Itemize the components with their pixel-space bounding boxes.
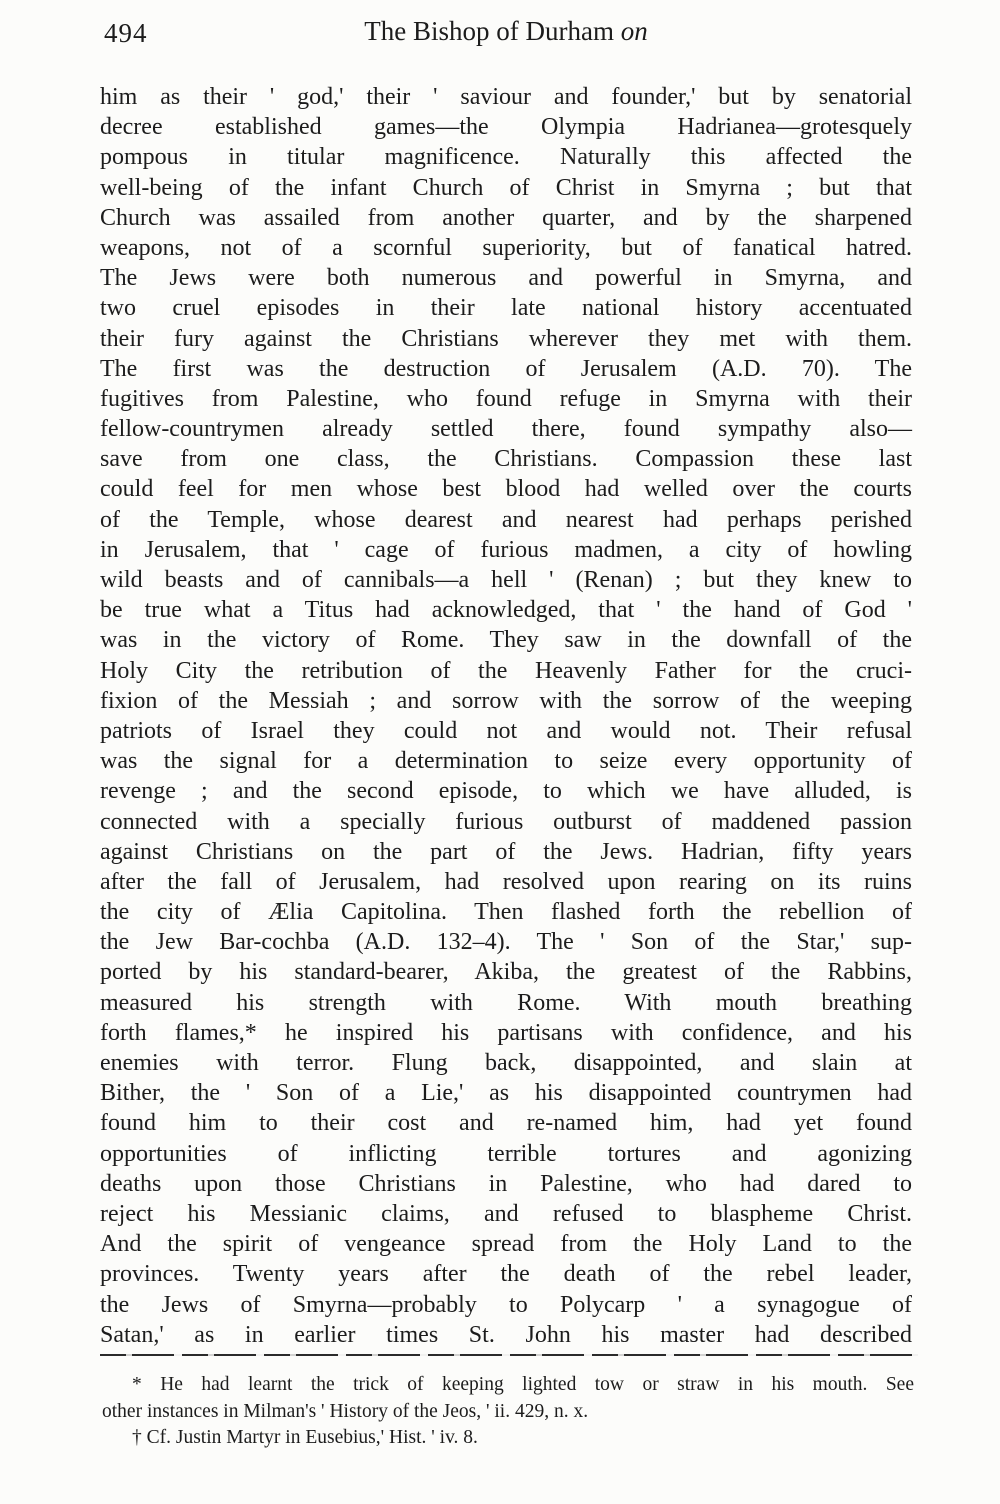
text-line: weapons, not of a scornful superiority, but of fanatical hatred. — [100, 234, 912, 261]
footnotes — [102, 1372, 914, 1452]
text-line: two cruel episodes in their late national history accentuated — [100, 295, 912, 322]
text-line: patriots of Israel they could not and would not. Their refusal — [100, 717, 912, 744]
text-line: of the Temple, whose dearest and nearest had perhaps perished — [100, 506, 912, 533]
body-paragraph — [100, 82, 912, 1350]
running-header-title-suffix: on — [620, 16, 648, 46]
text-line: enemies with terror. Flung back, disappointed, and slain at — [100, 1050, 912, 1076]
text-line: Satan,' as in earlier times St. John his master had described — [100, 1321, 912, 1348]
text-line: be true what a Titus had acknowledged, that ' the hand of God ' — [100, 597, 912, 624]
text-line: him as their ' god,' their ' saviour and founder,' but by senatorial — [100, 84, 912, 110]
text-line: fugitives from Palestine, who found refuge in Smyrna with their — [100, 385, 912, 412]
page-number: 494 — [104, 18, 148, 48]
text-line: * He had learnt the trick of keeping lighted tow or straw in his mouth. See — [132, 1374, 914, 1395]
text-line: † Cf. Justin Martyr in Eusebius,' Hist. ' iv. 8. — [132, 1427, 478, 1448]
text-line: revenge ; and the second episode, to which we have alluded, is — [100, 778, 912, 805]
text-line: Church was assailed from another quarter, and by the sharpened — [100, 204, 912, 231]
text-line: could feel for men whose best blood had welled over the courts — [100, 476, 912, 503]
text-line: ported by his standard-bearer, Akiba, the greatest of the Rabbins, — [100, 959, 912, 986]
text-line: the city of Ælia Capitolina. Then flashed forth the rebellion of — [100, 899, 912, 926]
text-line: found him to their cost and re-named him, had yet found — [100, 1110, 912, 1137]
text-line: wild beasts and of cannibals—a hell ' (Renan) ; but they knew to — [100, 567, 912, 593]
text-line: opportunities of inflicting terrible tortures and agonizing — [100, 1140, 912, 1167]
text-line: The first was the destruction of Jerusalem (A.D. 70). The — [100, 355, 912, 382]
running-header — [100, 16, 912, 47]
text-line: decree established games—the Olympia Hadrianea—grotesquely — [100, 114, 912, 141]
text-line: was in the victory of Rome. They saw in the downfall of the — [100, 627, 912, 654]
text-line: deaths upon those Christians in Palestine, who had dared to — [100, 1170, 912, 1197]
text-line: was the signal for a determination to seize every opportunity of — [100, 748, 912, 775]
text-line: fixion of the Messiah ; and sorrow with the sorrow of the weeping — [100, 687, 912, 714]
text-line: And the spirit of vengeance spread from the Holy Land to the — [100, 1231, 912, 1258]
text-line: their fury against the Christians wherever they met with them. — [100, 325, 912, 352]
text-line: Holy City the retribution of the Heavenly Father for the cruci- — [100, 657, 912, 684]
text-line: in Jerusalem, that ' cage of furious madmen, a city of howling — [100, 536, 912, 563]
text-line: measured his strength with Rome. With mouth breathing — [100, 989, 912, 1016]
text-line: after the fall of Jerusalem, had resolved upon rearing on its ruins — [100, 868, 912, 895]
text-line: save from one class, the Christians. Compassion these last — [100, 446, 912, 473]
footnote-divider — [100, 1354, 918, 1356]
text-line: Bither, the ' Son of a Lie,' as his disappointed countrymen had — [100, 1080, 912, 1107]
text-line: other instances in Milman's ' History of the Jeos, ' ii. 429, n. x. — [102, 1400, 589, 1422]
text-line: the Jew Bar-cochba (A.D. 132–4). The ' Son of the Star,' sup- — [100, 929, 912, 956]
text-line: connected with a specially furious outburst of maddened passion — [100, 808, 912, 835]
text-line: the Jews of Smyrna—probably to Polycarp ' a synagogue of — [100, 1291, 912, 1318]
text-line: pompous in titular magnificence. Naturally this affected the — [100, 144, 912, 171]
text-line: reject his Messianic claims, and refused to blaspheme Christ. — [100, 1200, 912, 1227]
text-line: provinces. Twenty years after the death of the rebel leader, — [100, 1261, 912, 1288]
running-header-title: The Bishop of Durham — [364, 16, 614, 46]
text-line: against Christians on the part of the Jews. Hadrian, fifty years — [100, 838, 912, 865]
text-line: forth flames,* he inspired his partisans with confidence, and his — [100, 1019, 912, 1046]
text-line: The Jews were both numerous and powerful in Smyrna, and — [100, 265, 912, 292]
text-line: well-being of the infant Church of Christ in Smyrna ; but that — [100, 174, 912, 201]
text-line: fellow-countrymen already settled there, found sympathy also— — [100, 416, 912, 443]
